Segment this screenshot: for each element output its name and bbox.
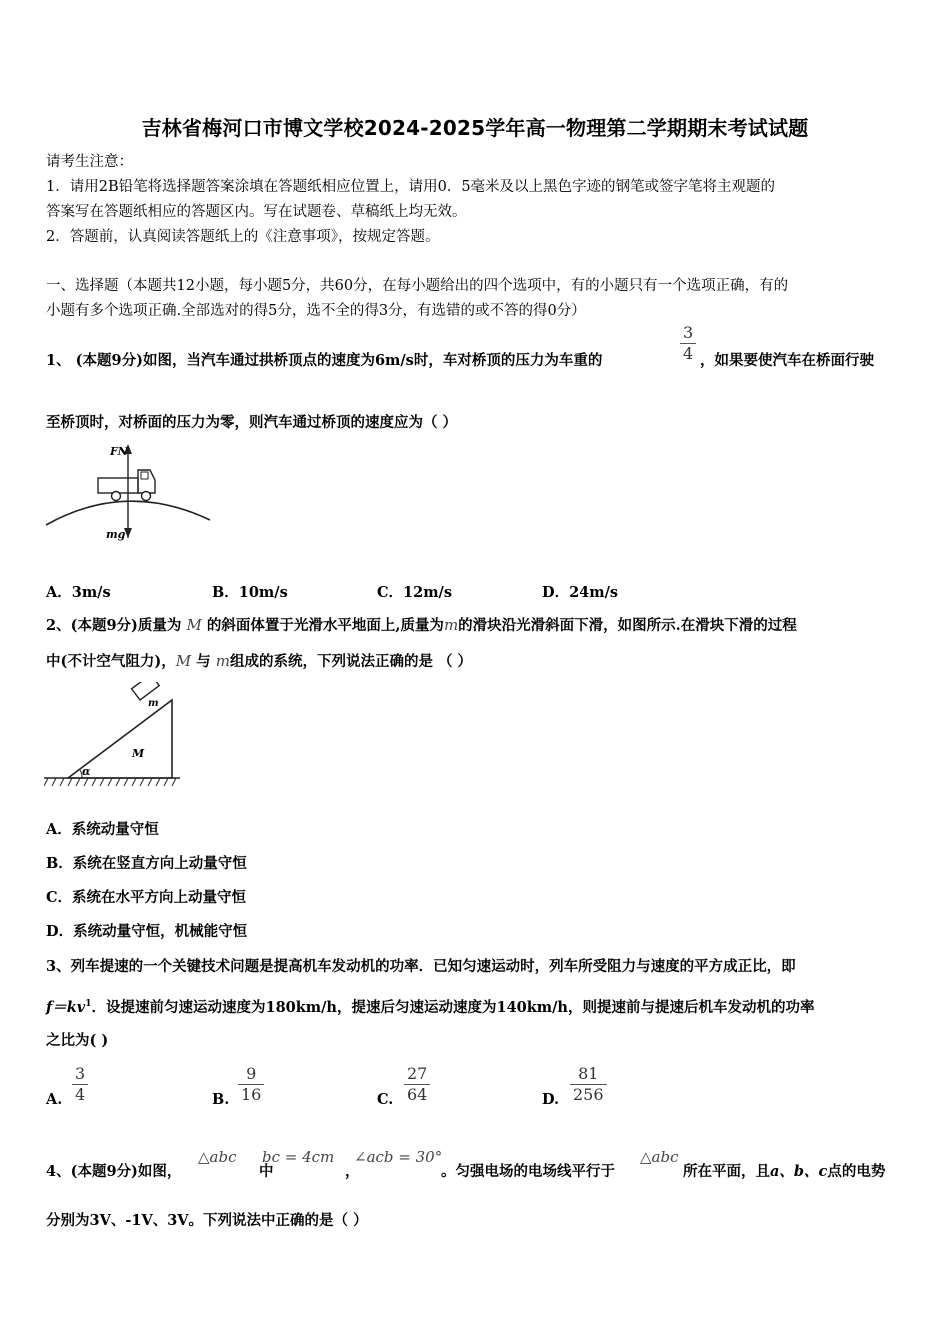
q1-fraction — [680, 323, 696, 364]
q4-angle: ∠acb = 30° — [354, 1148, 443, 1166]
section-intro-line-2: 小题有多个选项正确.全部选对的得5分，选不全的得3分，有选错的或不答的得0分） — [46, 303, 586, 319]
label-m: m — [148, 698, 159, 709]
q3-b-den: 16 — [238, 1084, 264, 1105]
q3-line1: 3、列车提速的一个关键技术问题是提高机车发动机的功率．已知匀速运动时，列车所受阻力与速度的平方成正比，即 — [46, 958, 796, 975]
q2-l1b: 的斜面体置于光滑水平地面上,质量为 — [206, 617, 444, 634]
q4-p1: 4、(本题9分)如图， — [46, 1163, 182, 1180]
q3-option-c-label: C. — [377, 1091, 394, 1108]
q4-triangle-1: △abc — [198, 1148, 237, 1166]
q4-p5-wrap — [683, 1162, 885, 1182]
truck-window — [141, 472, 148, 479]
section-intro-line-1: 一、选择题（本题共12小题，每小题5分，共60分，在每小题给出的四个选项中，有的小题只有一个选项正确，有的 — [46, 278, 789, 294]
q2-incline-figure — [44, 682, 184, 790]
q1-text-line2: 至桥顶时，对桥面的压力为零，则汽车通过桥顶的速度应为（ ） — [46, 414, 458, 431]
q2-sym-M-2: M — [175, 652, 192, 670]
truck-wheel-front — [142, 492, 151, 501]
label-alpha: α — [82, 765, 91, 778]
q2-l2b: 与 — [196, 653, 211, 670]
q3-c-num: 27 — [407, 1064, 428, 1083]
q4-triangle-2: △abc — [640, 1148, 679, 1166]
q2-sym-M: M — [186, 616, 202, 634]
q2-option-d: D．系统动量守恒，机械能守恒 — [46, 923, 248, 940]
truck-wheel-rear — [112, 492, 121, 501]
q2-sym-m-2: m — [215, 652, 230, 670]
q2-sym-m: m — [443, 616, 459, 634]
notice-line-3: 2．答题前，认真阅读答题纸上的《注意事项》，按规定答题。 — [46, 229, 440, 245]
q1-option-b: B．10m/s — [212, 584, 288, 601]
q2-l2a: 中(不计空气阻力)， — [46, 653, 176, 670]
q3-option-a-label: A. — [46, 1091, 63, 1108]
q2-l2c: 组成的系统，下列说法正确的是 （ ） — [229, 653, 473, 670]
q3-line2-wrap — [46, 994, 814, 1018]
q1-option-a: A．3m/s — [46, 584, 111, 601]
q2-l1a: 2、(本题9分)质量为 — [46, 617, 182, 634]
notice-line-1: 1．请用2B铅笔将选择题答案涂填在答题纸相应位置上，请用0．5毫米及以上黑色字迹的钢笔或签字笔将主观题的 — [46, 179, 776, 195]
ground-hatch — [44, 778, 176, 786]
q2-line1 — [46, 615, 797, 636]
q3-option-a-frac — [72, 1064, 88, 1105]
q1-frac-num: 3 — [683, 323, 694, 342]
q3-formula: f＝kv — [46, 998, 86, 1016]
q2-l1c: 的滑块沿光滑斜面下滑，如图所示.在滑块下滑的过程 — [458, 617, 797, 634]
q3-line2: ．设提速前匀速运动速度为180km/h，提速后匀速运动速度为140km/h，则提速前与提速后机车发动机的功率 — [91, 998, 815, 1016]
q2-line2 — [46, 651, 472, 672]
q4-p3: ， — [345, 1163, 360, 1180]
q2-option-b: B．系统在竖直方向上动量守恒 — [46, 855, 247, 872]
notice-line-2: 答案写在答题纸相应的答题区内。写在试题卷、草稿纸上均无效。 — [46, 204, 467, 220]
q1-bridge-figure — [44, 440, 214, 550]
q1-frac-den: 4 — [680, 343, 696, 364]
q2-option-c: C．系统在水平方向上动量守恒 — [46, 889, 247, 906]
q4-p4: 。匀强电场的电场线平行于 — [441, 1163, 615, 1180]
q3-d-num: 81 — [578, 1064, 599, 1083]
q4-p2: 中 — [259, 1163, 274, 1180]
q1-option-d: D．24m/s — [542, 584, 619, 601]
label-mg: mg — [106, 528, 126, 541]
q3-line3: 之比为( ) — [46, 1032, 109, 1049]
q4-line2: 分别为3V、-1V、3V。下列说法中正确的是（ ） — [46, 1212, 368, 1229]
q4-p6: a、b、c — [770, 1163, 828, 1180]
q3-option-b-label: B. — [212, 1091, 230, 1108]
q3-a-num: 3 — [75, 1064, 86, 1083]
q3-option-d-frac — [570, 1064, 607, 1105]
q3-formula-sup: 1 — [85, 999, 92, 1009]
q3-b-num: 9 — [246, 1064, 257, 1083]
truck-body — [98, 478, 138, 493]
q2-option-a: A．系统动量守恒 — [46, 821, 159, 838]
q1-option-c: C．12m/s — [377, 584, 453, 601]
q1-text-part2: ，如果要使汽车在桥面行驶 — [700, 352, 874, 369]
q1-text-part1: 1、 (本题9分)如图，当汽车通过拱桥顶点的速度为6m/s时，车对桥顶的压力为车重的 — [46, 352, 603, 369]
q3-option-d-label: D. — [542, 1091, 560, 1108]
q3-option-c-frac — [404, 1064, 430, 1105]
q3-d-den: 256 — [570, 1084, 607, 1105]
q3-a-den: 4 — [72, 1084, 88, 1105]
q4-p7: 点的电势 — [827, 1163, 886, 1180]
label-fn: FN — [110, 445, 128, 458]
q3-c-den: 64 — [404, 1084, 430, 1105]
q4-bc: bc = 4cm — [262, 1148, 335, 1166]
q4-p5: 所在平面，且 — [683, 1163, 770, 1180]
q3-option-b-frac — [238, 1064, 264, 1105]
notice-heading: 请考生注意： — [46, 154, 133, 170]
page-title: 吉林省梅河口市博文学校2024-2025学年高一物理第二学期期末考试试题 — [141, 116, 809, 140]
label-M: M — [132, 747, 145, 760]
